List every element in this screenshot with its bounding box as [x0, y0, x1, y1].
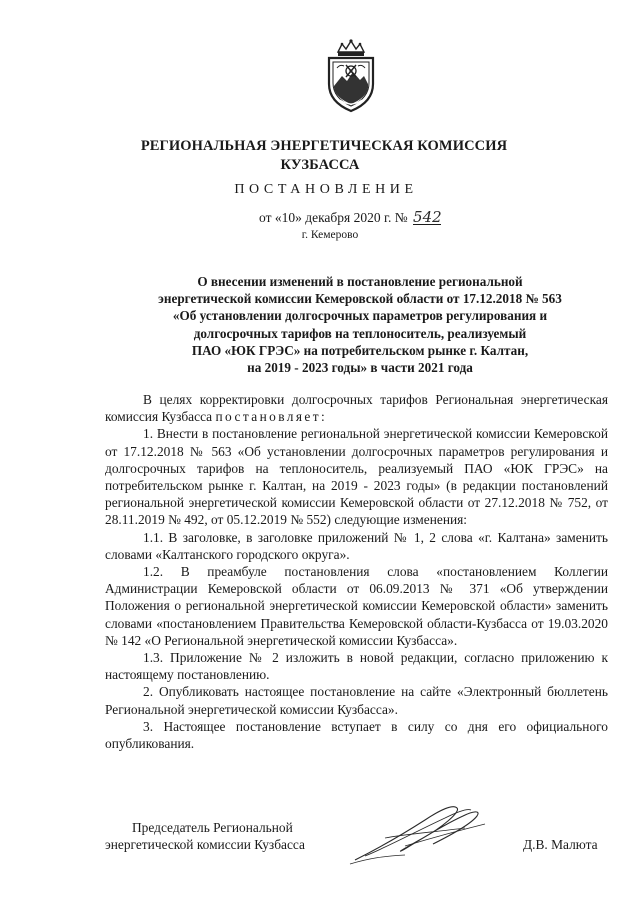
organization-name-line1: РЕГИОНАЛЬНАЯ ЭНЕРГЕТИЧЕСКАЯ КОМИССИЯ — [140, 138, 508, 154]
position-line1: Председатель Региональной — [132, 820, 293, 835]
paragraph-3: 3. Настоящее постановление вступает в силу со дня его официального опубликования. — [105, 718, 608, 752]
organization-name-line2: КУЗБАССА — [280, 157, 360, 173]
intro-text: В целях корректировки долгосрочных тарифов Региональная энергетическая комиссия Кузбасса — [105, 392, 608, 425]
position-line2: энергетической комиссии Кузбасса — [105, 837, 305, 852]
document-type: ПОСТАНОВЛЕНИЕ — [234, 182, 418, 197]
title-line: на 2019 - 2023 годы» в части 2021 года — [247, 360, 473, 376]
document-title — [110, 273, 610, 376]
signer-name: Д.В. Малюта — [523, 837, 598, 852]
document-date: от «10» декабря 2020 г. № — [259, 210, 408, 225]
paragraph-1-1: 1.1. В заголовке, в заголовке приложений № 1, 2 слова «г. Калтана» заменить словами «Калтанского городского округа». — [105, 529, 608, 562]
title-line: энергетической комиссии Кемеровской области от 17.12.2018 № 563 — [158, 291, 562, 307]
city: г. Кемерово — [301, 229, 359, 241]
paragraph-1: 1. Внести в постановление региональной энергетической комиссии Кемеровской от 17.12.2018 № 563 «Об установлении долгосрочных параметров регулирования и долгосрочных тарифов на теплоноситель, реализуемый ПАО «ЮК ГРЭС» на потребительском рынке г. Калтан, на 2019 - 2023 годы» (в редакции постановлений региональной энергетической комиссии Кемеровской области от 27.12.2018 № 752, от 28.11.2019 № 492, от 05.12.2019 № 552) следующие изменения: — [105, 426, 608, 528]
document-number: 542 — [413, 208, 442, 226]
title-line: О внесении изменений в постановление региональной — [197, 274, 523, 289]
paragraph-1-3: 1.3. Приложение № 2 изложить в новой редакции, согласно приложению к настоящему постановлению. — [105, 650, 608, 683]
title-line: долгосрочных тарифов на теплоноситель, реализуемый — [193, 325, 527, 341]
title-line: «Об установлении долгосрочных параметров регулирования и — [172, 308, 548, 324]
handwritten-signature-icon — [345, 798, 495, 868]
date-number-line — [259, 210, 441, 226]
paragraph-1-2: 1.2. В преамбуле постановления слова «постановлением Коллегии Администрации Кемеровской области от 06.09.2013 № 371 «Об утверждении Положения о региональной энергетической комиссии Кемеровской области» заменить словами «постановлением Правительства Кемеровской области-Кузбасса от 19.03.2020 № 142 «О Региональной энергетической комиссии Кузбасса». — [105, 564, 608, 648]
kuzbass-coat-of-arms-icon — [322, 38, 380, 114]
document-body — [105, 391, 608, 752]
resolution-word: постановляет: — [215, 409, 328, 425]
title-line: ПАО «ЮК ГРЭС» на потребительском рынке г. Калтан, — [191, 342, 529, 358]
paragraph-2: 2. Опубликовать настоящее постановление на сайте «Электронный бюллетень Региональной энергетической комиссии Кузбасса». — [105, 684, 608, 717]
signatory-position — [105, 819, 305, 853]
intro-paragraph — [105, 391, 608, 425]
